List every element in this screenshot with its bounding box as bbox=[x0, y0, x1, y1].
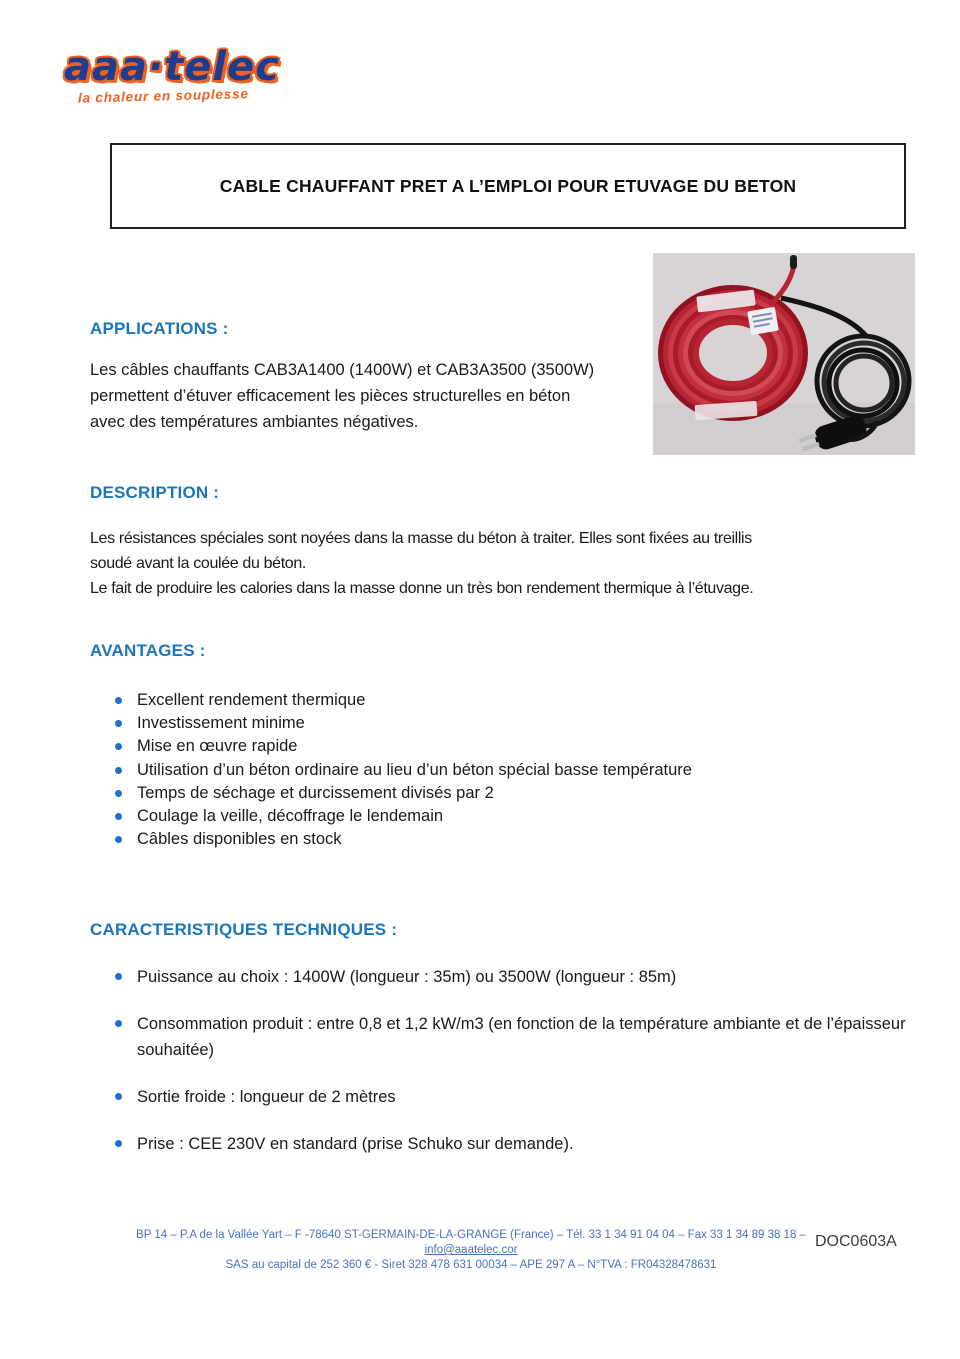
list-item bbox=[112, 735, 692, 758]
list-item bbox=[112, 964, 907, 990]
bullet-icon bbox=[115, 790, 122, 797]
applications-heading: APPLICATIONS : bbox=[90, 319, 229, 338]
footer bbox=[95, 1228, 847, 1273]
bullet-icon bbox=[115, 1020, 122, 1027]
list-item-text: Consommation produit : entre 0,8 et 1,2 kW/m3 (en fonction de la température ambiante et de l’épaisseur souhaitée) bbox=[137, 1015, 906, 1059]
paragraph-line: Les câbles chauffants CAB3A1400 (1400W) et CAB3A3500 (3500W) bbox=[90, 361, 595, 379]
document-title-box bbox=[110, 143, 906, 229]
list-item-text: Mise en œuvre rapide bbox=[137, 737, 298, 756]
list-item bbox=[112, 782, 692, 805]
logo-tagline: la chaleur en souplesse bbox=[77, 86, 249, 106]
list-item-text: Investissement minime bbox=[137, 714, 305, 733]
footer-line2: SAS au capital de 252 360 € - Siret 328 478 631 00034 – APE 297 A – N°TVA : FR04328478631 bbox=[225, 1259, 717, 1271]
description-paragraph bbox=[90, 526, 753, 601]
paragraph-line: Les résistances spéciales sont noyées dans la masse du béton à traiter. Elles sont fixées au treillis bbox=[90, 530, 752, 547]
list-item bbox=[112, 1011, 907, 1063]
bullet-icon bbox=[115, 973, 122, 980]
document-title: CABLE CHAUFFANT PRET A L’EMPLOI POUR ETUVAGE DU BETON bbox=[219, 175, 797, 196]
list-item bbox=[112, 828, 692, 851]
paragraph-line: Le fait de produire les calories dans la masse donne un très bon rendement thermique à l’étuvage. bbox=[90, 580, 754, 597]
paragraph-line: avec des températures ambiantes négatives. bbox=[90, 413, 419, 431]
list-item bbox=[112, 689, 692, 712]
paragraph-line: permettent d’étuver efficacement les pièces structurelles en béton bbox=[90, 387, 571, 405]
list-item-text: Puissance au choix : 1400W (longueur : 35m) ou 3500W (longueur : 85m) bbox=[137, 968, 677, 986]
bullet-icon bbox=[115, 836, 122, 843]
list-item-text: Coulage la veille, décoffrage le lendemain bbox=[137, 807, 444, 826]
document-reference: DOC0603A bbox=[815, 1233, 897, 1250]
list-item bbox=[112, 712, 692, 735]
logo-brand-text: aaa·telec bbox=[64, 44, 280, 90]
list-item bbox=[112, 1084, 907, 1110]
list-item bbox=[112, 805, 692, 828]
company-logo bbox=[64, 44, 280, 106]
list-item-text: Prise : CEE 230V en standard (prise Schuko sur demande). bbox=[137, 1135, 574, 1153]
footer-line1 bbox=[95, 1228, 847, 1258]
product-photo bbox=[653, 253, 915, 455]
footer-email-link[interactable]: info@aaatelec.cor bbox=[424, 1244, 518, 1256]
bullet-icon bbox=[115, 1093, 122, 1100]
paragraph-line: soudé avant la coulée du béton. bbox=[90, 555, 306, 572]
list-item-text: Sortie froide : longueur de 2 mètres bbox=[137, 1088, 396, 1106]
list-item bbox=[112, 1131, 907, 1157]
bullet-icon bbox=[115, 1140, 122, 1147]
avantages-list bbox=[112, 689, 692, 851]
avantages-heading: AVANTAGES : bbox=[90, 641, 206, 660]
bullet-icon bbox=[115, 813, 122, 820]
caracteristiques-list bbox=[112, 964, 907, 1178]
cable-photo-illustration bbox=[653, 253, 915, 455]
description-heading: DESCRIPTION : bbox=[90, 483, 220, 502]
applications-paragraph bbox=[90, 357, 594, 435]
bullet-icon bbox=[115, 697, 122, 704]
list-item-text: Excellent rendement thermique bbox=[137, 691, 366, 709]
bullet-icon bbox=[115, 743, 122, 750]
footer-address: BP 14 – P.A de la Vallée Yart – F -78640 ST-GERMAIN-DE-LA-GRANGE (France) – Tél. 33 1 34 91 04 04 – Fax 33 1 34 89 38 18 – bbox=[136, 1229, 806, 1241]
list-item-text: Utilisation d’un béton ordinaire au lieu d’un béton spécial basse température bbox=[137, 760, 692, 779]
list-item-text: Câbles disponibles en stock bbox=[137, 830, 342, 849]
caracteristiques-heading: CARACTERISTIQUES TECHNIQUES : bbox=[90, 920, 398, 939]
bullet-icon bbox=[115, 720, 122, 727]
list-item bbox=[112, 759, 692, 782]
list-item-text: Temps de séchage et durcissement divisés par 2 bbox=[137, 783, 494, 802]
bullet-icon bbox=[115, 767, 122, 774]
